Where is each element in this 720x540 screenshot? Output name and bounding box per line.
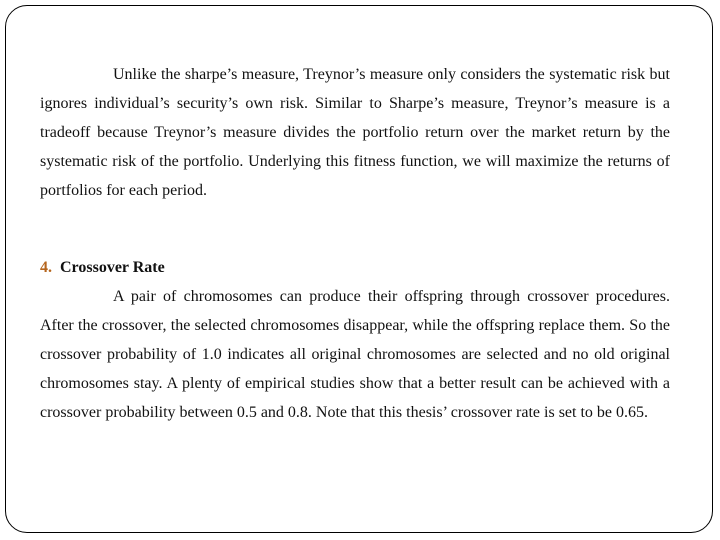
section-heading (40, 253, 670, 282)
section-number: 4. (40, 259, 52, 276)
section-spacer (40, 205, 670, 253)
crossover-paragraph: A pair of chromosomes can produce their offspring through crossover procedures. After the crossover, the selected chromosomes disappear, while the offspring replace them. So the crossover probability of 1.0 indicates all original chromosomes are selected and no old original chromosomes stay. A plenty of empirical studies show that a better result can be achieved with a crossover probability between 0.5 and 0.8. Note that this thesis’ crossover rate is set to be 0.65. (40, 288, 670, 421)
treynor-paragraph: Unlike the sharpe’s measure, Treynor’s measure only considers the systematic risk but ignores individual’s security’s own risk. Similar to Sharpe’s measure, Treynor’s measure is a tradeoff because Treynor’s measure divides the portfolio return over the market return by the systematic risk of the portfolio. Underlying this fitness function, we will maximize the returns of portfolios for each period. (40, 66, 670, 199)
slide-content (40, 60, 670, 427)
section-title: Crossover Rate (60, 259, 165, 276)
